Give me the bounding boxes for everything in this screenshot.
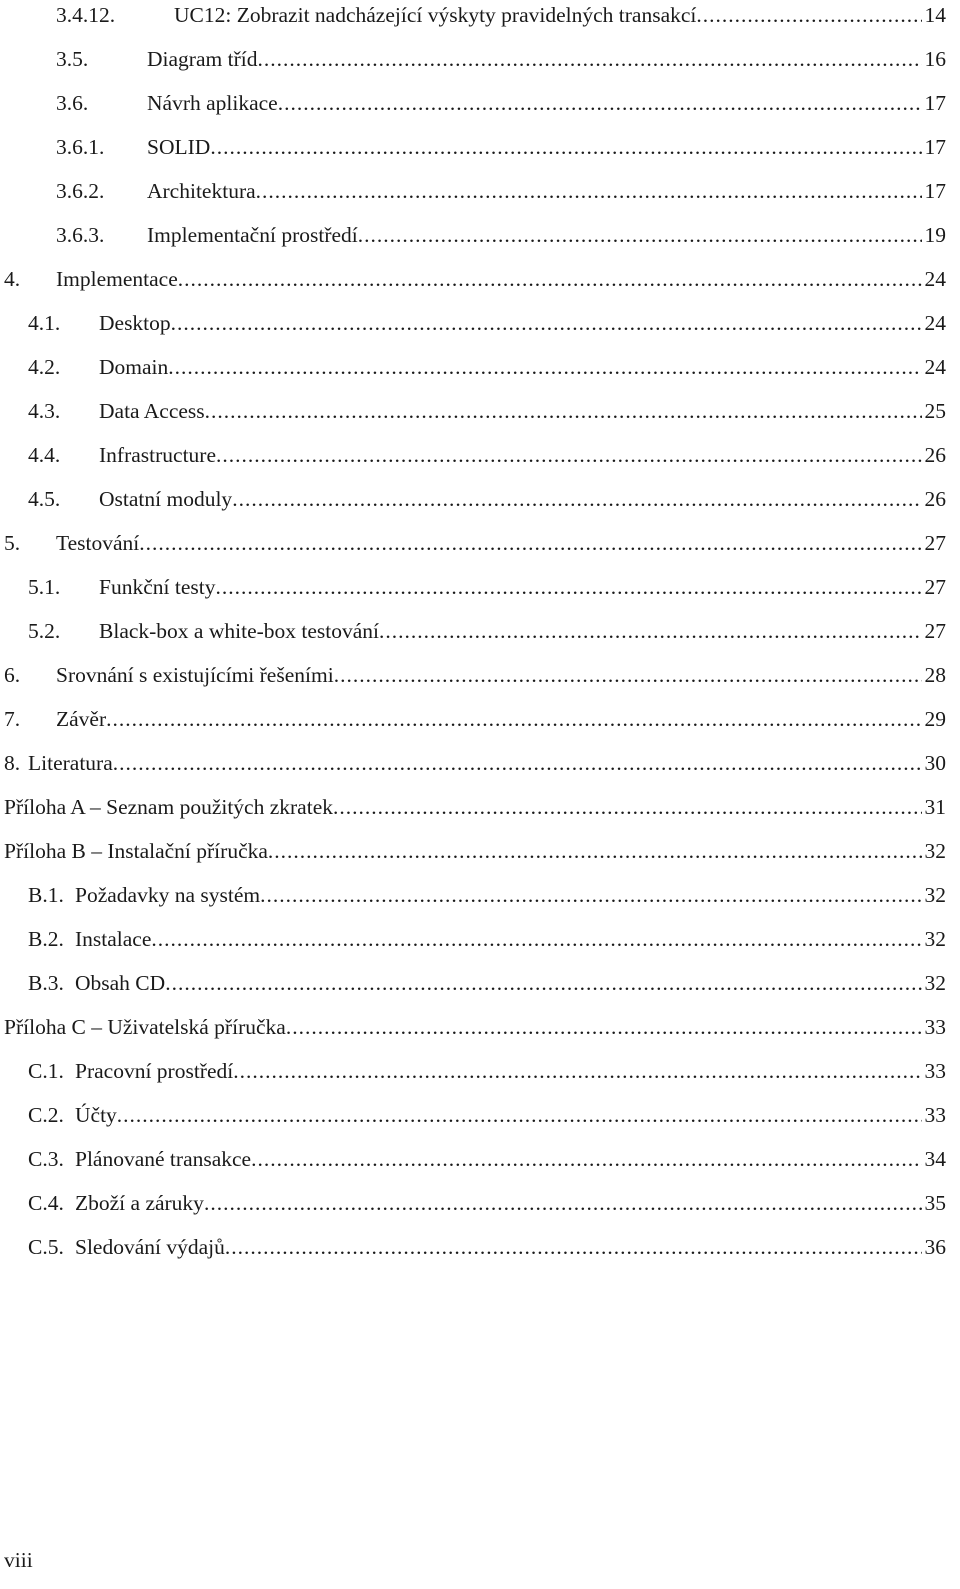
toc-entry-page: 25	[924, 399, 946, 423]
toc-entry-page: 17	[924, 91, 946, 115]
toc-entry-page: 27	[924, 619, 946, 643]
toc-entry-number: 3.6.1.	[56, 135, 105, 159]
toc-entry-title: Implementační prostředí	[147, 223, 358, 247]
toc-entry-page: 34	[924, 1147, 946, 1171]
toc-entry[interactable]	[28, 873, 946, 917]
page-number: viii	[4, 1548, 33, 1572]
toc-entry-title: Diagram tříd	[147, 47, 258, 71]
toc-entry-title: Plánované transakce	[75, 1147, 252, 1171]
toc-entry-title: Domain	[99, 355, 169, 379]
toc-entry-title: Závěr	[56, 707, 107, 731]
toc-entry-page: 30	[924, 751, 946, 775]
toc-entry-page: 33	[924, 1015, 946, 1039]
toc-entry[interactable]	[28, 477, 946, 521]
toc-entry-number: B.3.	[28, 971, 64, 995]
toc-dot-leader	[139, 521, 921, 565]
toc-entry-title: Pracovní prostředí	[75, 1059, 234, 1083]
toc-entry[interactable]	[28, 565, 946, 609]
toc-entry-number: 3.6.	[56, 91, 89, 115]
toc-entry-title: Srovnání s existujícími řešeními	[56, 663, 334, 687]
toc-entry-page: 24	[924, 311, 946, 335]
toc-entry-number: B.1.	[28, 883, 64, 907]
toc-dot-leader	[696, 0, 921, 37]
toc-entry-title: Návrh aplikace	[147, 91, 278, 115]
toc-entry-title: Black-box a white-box testování	[99, 619, 380, 643]
toc-entry-number: C.2.	[28, 1103, 64, 1127]
toc-entry[interactable]	[56, 37, 946, 81]
toc-entry-number: 4.	[4, 267, 21, 291]
toc-entry-title: Obsah CD	[75, 971, 166, 995]
toc-entry-page: 28	[924, 663, 946, 687]
toc-entry[interactable]	[28, 433, 946, 477]
toc-entry[interactable]	[4, 257, 946, 301]
toc-dot-leader	[171, 301, 922, 345]
toc-entry-title: Příloha A – Seznam použitých zkratek	[4, 795, 333, 819]
toc-entry-title: Literatura	[28, 751, 113, 775]
toc-dot-leader	[117, 1093, 922, 1137]
toc-entry-number: 3.6.2.	[56, 179, 105, 203]
toc-entry[interactable]	[56, 81, 946, 125]
toc-entry-number: 5.	[4, 531, 21, 555]
toc-entry-title: Funkční testy	[99, 575, 216, 599]
toc-entry-title: Data Access	[99, 399, 205, 423]
toc-entry-title: Zboží a záruky	[75, 1191, 204, 1215]
toc-entry-page: 32	[924, 927, 946, 951]
toc-dot-leader	[278, 81, 922, 125]
toc-entry-page: 33	[924, 1059, 946, 1083]
toc-dot-leader	[260, 873, 921, 917]
toc-dot-leader	[251, 1137, 921, 1181]
toc-entry[interactable]	[4, 697, 946, 741]
toc-entry-page: 29	[924, 707, 946, 731]
toc-entry-title: SOLID	[147, 135, 211, 159]
toc-entry-page: 32	[924, 883, 946, 907]
toc-entry-title: Ostatní moduly	[99, 487, 233, 511]
toc-dot-leader	[232, 477, 921, 521]
toc-dot-leader	[205, 389, 922, 433]
toc-dot-leader	[233, 1049, 921, 1093]
toc-entry-number: 4.2.	[28, 355, 61, 379]
toc-dot-leader	[204, 1181, 922, 1225]
toc-entry[interactable]	[56, 169, 946, 213]
toc-entry-page: 17	[924, 135, 946, 159]
toc-entry-page: 27	[924, 531, 946, 555]
toc-entry[interactable]	[28, 1137, 946, 1181]
toc-entry-number: C.4.	[28, 1191, 64, 1215]
toc-entry[interactable]	[28, 345, 946, 389]
toc-entry-title: Infrastructure	[99, 443, 216, 467]
toc-dot-leader	[379, 609, 921, 653]
toc-entry[interactable]	[4, 521, 946, 565]
toc-entry-number: 3.4.12.	[56, 3, 116, 27]
toc-dot-leader	[215, 565, 921, 609]
toc-entry-number: 7.	[4, 707, 21, 731]
toc-entry[interactable]	[28, 917, 946, 961]
toc-entry-page: 24	[924, 267, 946, 291]
toc-entry-page: 27	[924, 575, 946, 599]
toc-entry-page: 24	[924, 355, 946, 379]
toc-entry-page: 26	[924, 487, 946, 511]
toc-entry-title: Architektura	[147, 179, 256, 203]
toc-entry-page: 19	[924, 223, 946, 247]
toc-entry-page: 26	[924, 443, 946, 467]
toc-entry[interactable]	[56, 125, 946, 169]
toc-entry-page: 32	[924, 971, 946, 995]
toc-entry[interactable]	[4, 653, 946, 697]
toc-entry[interactable]	[4, 1005, 946, 1049]
toc-dot-leader	[151, 917, 921, 961]
toc-entry-page: 32	[924, 839, 946, 863]
toc-dot-leader	[286, 1005, 922, 1049]
toc-entry[interactable]	[56, 213, 946, 257]
toc-entry-number: C.3.	[28, 1147, 64, 1171]
toc-entry-number: 5.1.	[28, 575, 61, 599]
toc-entry-title: Implementace	[56, 267, 178, 291]
toc-entry-title: Desktop	[99, 311, 171, 335]
toc-entry-number: 4.4.	[28, 443, 61, 467]
toc-entry-title: Testování	[56, 531, 140, 555]
toc-entry[interactable]	[28, 1181, 946, 1225]
toc-entry-number: 4.5.	[28, 487, 61, 511]
toc-dot-leader	[178, 257, 922, 301]
toc-entry-title: Instalace	[75, 927, 152, 951]
toc-entry-title: UC12: Zobrazit nadcházející výskyty pravidelných transakcí	[174, 3, 697, 27]
toc-entry[interactable]	[4, 741, 946, 785]
toc-entry-title: Účty	[75, 1103, 117, 1127]
toc-entry-number: 6.	[4, 663, 21, 687]
toc-entry-title: Požadavky na systém	[75, 883, 261, 907]
toc-entry[interactable]	[28, 301, 946, 345]
toc-entry-title: Sledování výdajů	[75, 1235, 225, 1259]
toc-entry-page: 33	[924, 1103, 946, 1127]
toc-entry-page: 35	[924, 1191, 946, 1215]
toc-dot-leader	[358, 213, 922, 257]
toc-dot-leader	[216, 433, 922, 477]
toc-dot-leader	[333, 785, 922, 829]
toc-dot-leader	[257, 37, 921, 81]
toc-dot-leader	[210, 125, 921, 169]
toc-entry-number: 3.6.3.	[56, 223, 105, 247]
toc-dot-leader	[113, 741, 922, 785]
toc-entry-number: B.2.	[28, 927, 64, 951]
toc-dot-leader	[225, 1225, 922, 1269]
toc-entry-page: 36	[924, 1235, 946, 1259]
toc-dot-leader	[334, 653, 922, 697]
toc-entry-number: C.5.	[28, 1235, 64, 1259]
toc-entry-title: Příloha B – Instalační příručka	[4, 839, 268, 863]
toc-dot-leader	[106, 697, 921, 741]
toc-entry-page: 17	[924, 179, 946, 203]
toc-entry-number: 4.3.	[28, 399, 61, 423]
toc-entry-number: 8.	[4, 751, 21, 775]
toc-entry-number: 5.2.	[28, 619, 61, 643]
toc-entry[interactable]	[28, 389, 946, 433]
toc-entry[interactable]	[28, 1049, 946, 1093]
toc-entry[interactable]	[28, 1093, 946, 1137]
toc-entry[interactable]	[28, 609, 946, 653]
toc-dot-leader	[268, 829, 922, 873]
toc-dot-leader	[165, 961, 921, 1005]
toc-entry-title: Příloha C – Uživatelská příručka	[4, 1015, 286, 1039]
toc-entry-page: 14	[924, 3, 946, 27]
toc-entry[interactable]	[4, 785, 946, 829]
toc-dot-leader	[168, 345, 921, 389]
toc-entry[interactable]	[56, 0, 946, 37]
toc-entry[interactable]	[28, 961, 946, 1005]
toc-entry-page: 31	[924, 795, 946, 819]
toc-entry-number: 4.1.	[28, 311, 61, 335]
toc-dot-leader	[256, 169, 922, 213]
toc-entry-number: C.1.	[28, 1059, 64, 1083]
toc-entry[interactable]	[4, 829, 946, 873]
toc-entry[interactable]	[28, 1225, 946, 1269]
toc-entry-number: 3.5.	[56, 47, 89, 71]
toc-entry-page: 16	[924, 47, 946, 71]
